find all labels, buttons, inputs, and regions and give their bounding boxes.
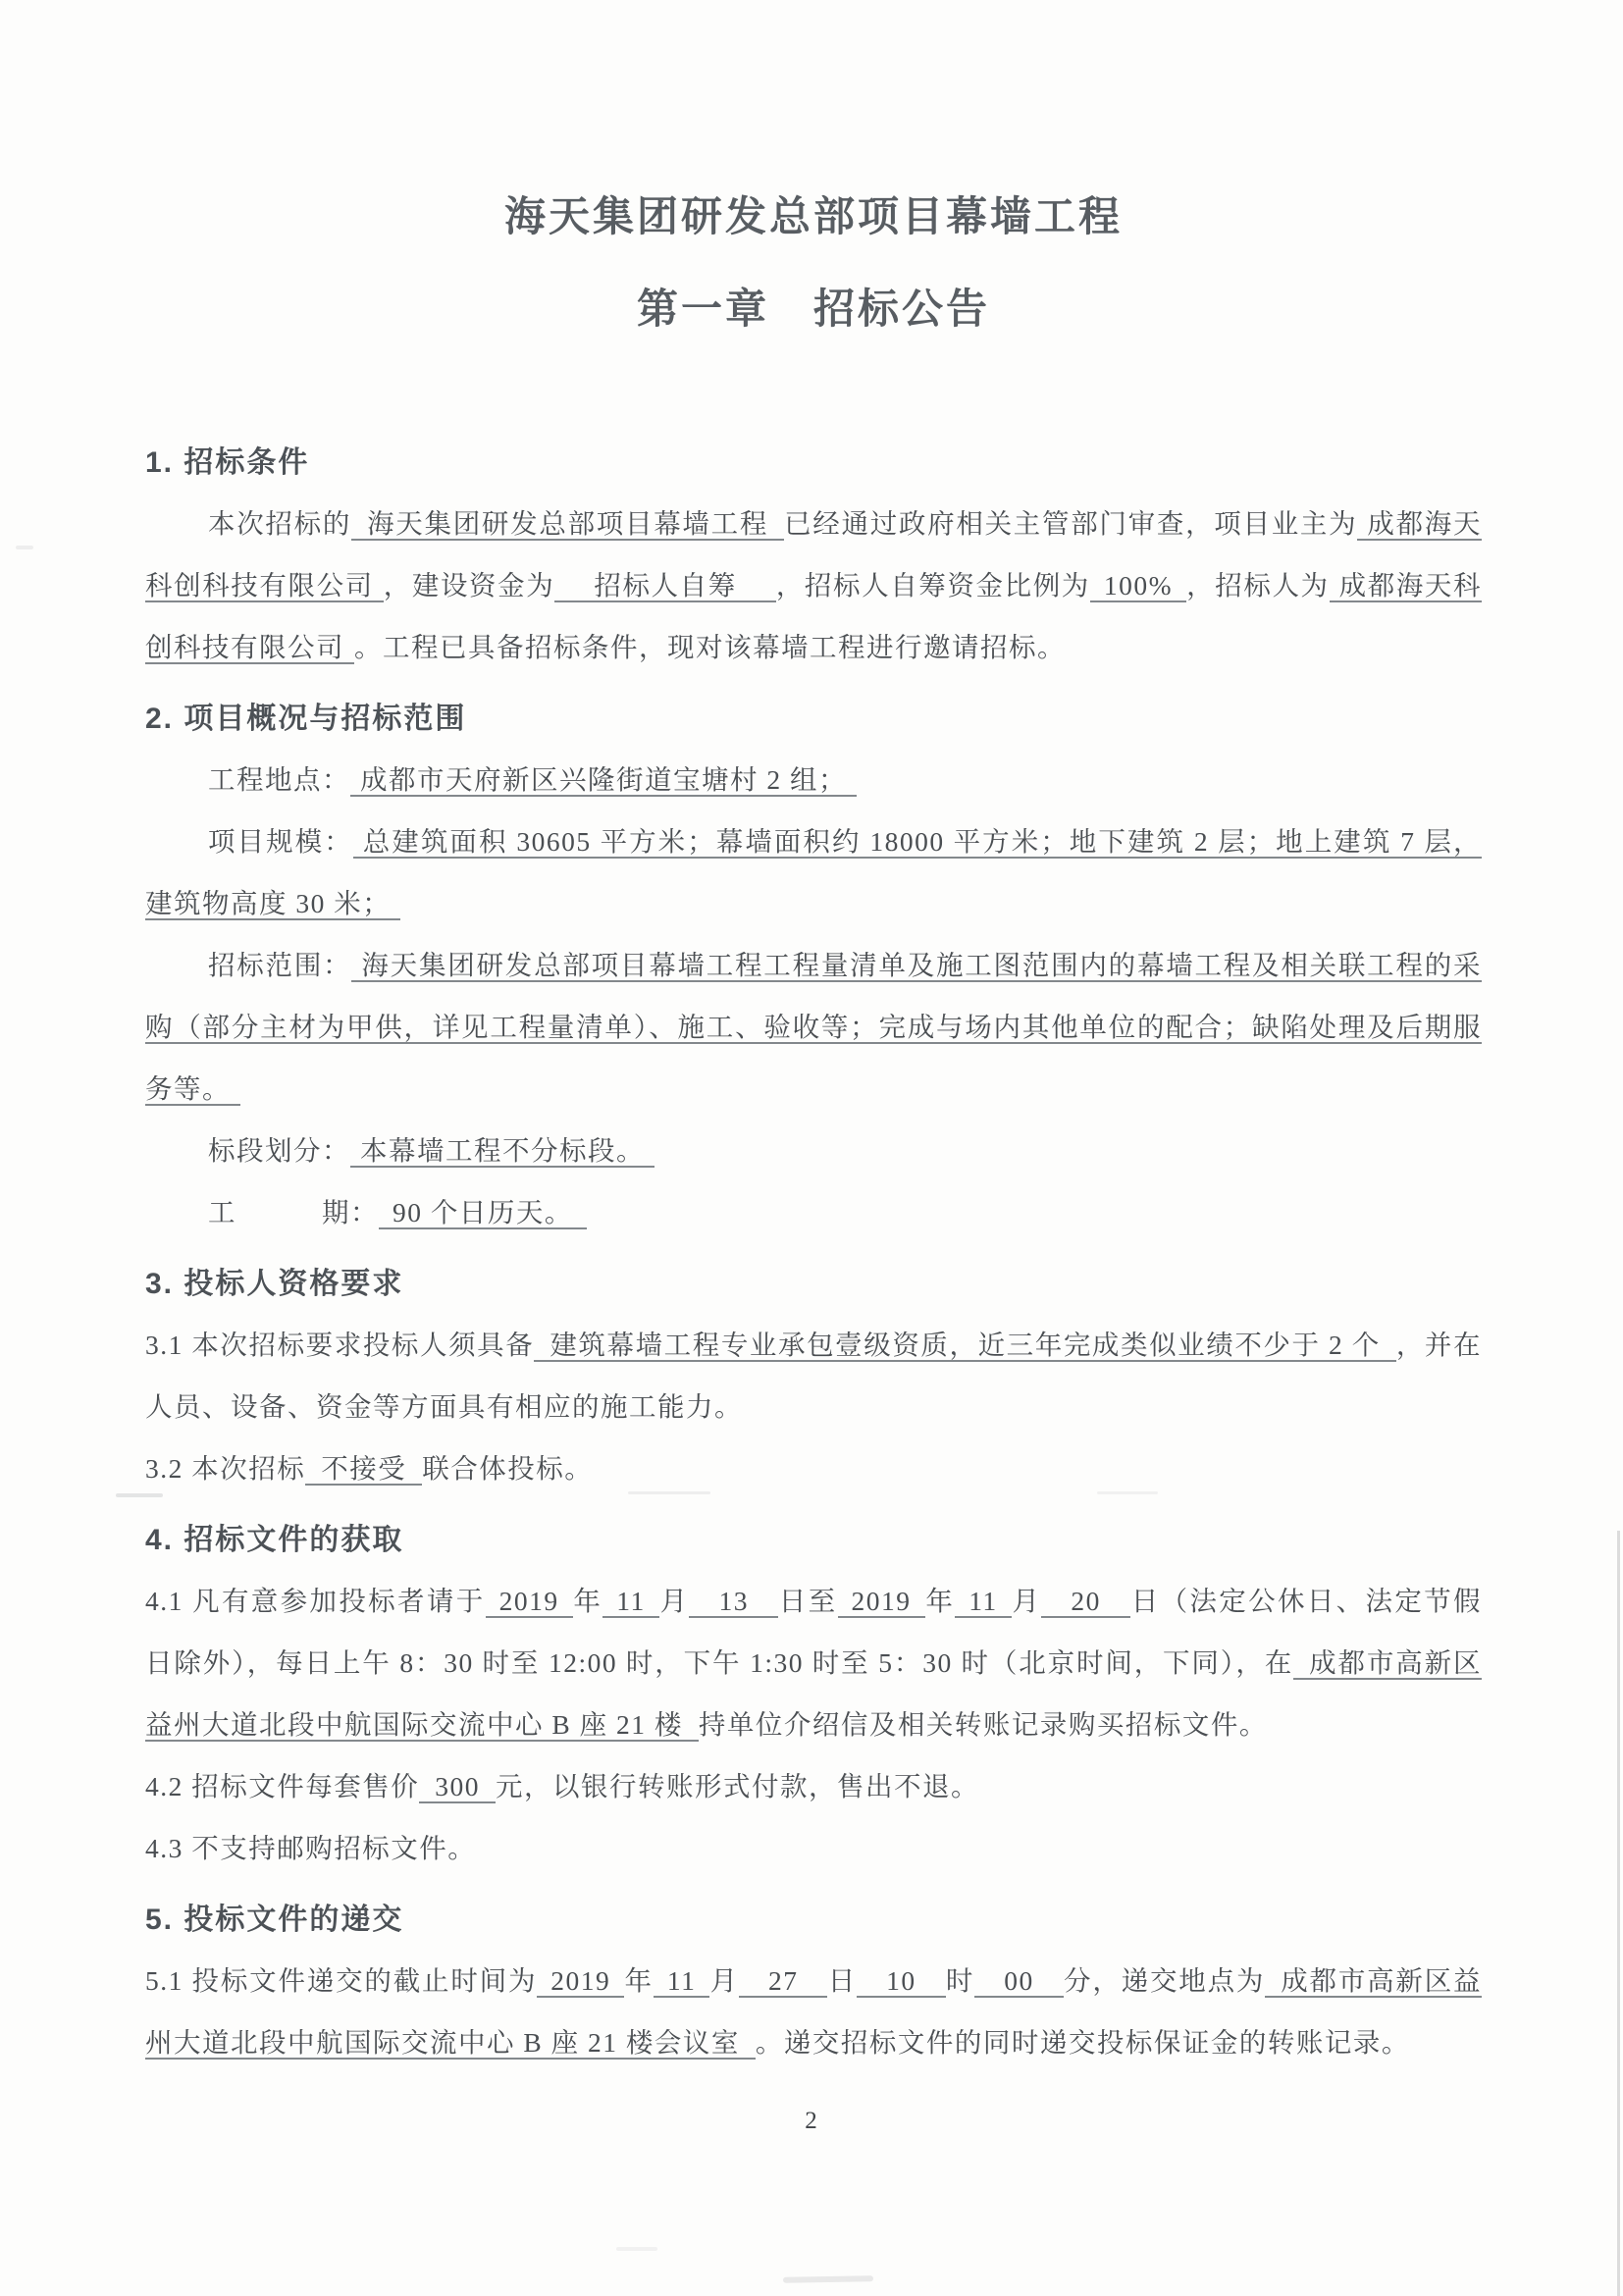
text-run: ，招标人为 bbox=[1186, 570, 1330, 600]
text-run: 月 bbox=[658, 1586, 690, 1616]
blank-deadline-month: 11 bbox=[654, 1965, 709, 1998]
section-1-heading: 1. 招标条件 bbox=[145, 446, 310, 479]
blank-deadline-minute: 00 bbox=[974, 1965, 1064, 1998]
text-run: ，招标人自筹资金比例为 bbox=[775, 570, 1090, 600]
text-run: 4.1 凡有意参加投标者请于 bbox=[145, 1586, 486, 1616]
blank-document-price: 300 bbox=[419, 1771, 496, 1803]
blank-end-year: 2019 bbox=[838, 1586, 925, 1618]
document-content bbox=[145, 0, 1482, 2073]
text-run: 分，递交地点为 bbox=[1063, 1965, 1266, 1996]
text-run: 日（法定公休日、法定节假日除外），每日上午 8：30 时至 12:00 时，下午 1:30 时至 5：30 时（北京时间，下同），在 bbox=[145, 1586, 1483, 1678]
text-run: 4.3 不支持邮购招标文件。 bbox=[145, 1833, 477, 1863]
paragraph-project-location bbox=[145, 749, 1482, 810]
text-run: 持单位介绍信及相关转账记录购买招标文件。 bbox=[698, 1709, 1268, 1740]
text-run: 元，以银行转账形式付款，售出不退。 bbox=[496, 1771, 979, 1801]
blank-end-month: 11 bbox=[955, 1586, 1011, 1618]
blank-funding-ratio: 100% bbox=[1090, 570, 1186, 602]
blank-tenderee-name: 成都海天科创科技有限公司 bbox=[145, 570, 1483, 662]
blank-deadline-hour: 10 bbox=[857, 1965, 946, 1998]
chapter-title: 第一章 招标公告 bbox=[636, 287, 990, 333]
text-run: 联合体投标。 bbox=[422, 1453, 594, 1484]
paragraph-project-scale bbox=[145, 810, 1482, 934]
text-run: 月 bbox=[1011, 1586, 1042, 1616]
section-4-heading: 4. 招标文件的获取 bbox=[145, 1524, 404, 1556]
blank-deadline-year: 2019 bbox=[537, 1965, 624, 1998]
scan-artifact bbox=[616, 2247, 657, 2251]
text-run: 3.2 本次招标 bbox=[145, 1453, 306, 1484]
text-run: ，建设资金为 bbox=[383, 570, 555, 600]
blank-consortium-acceptance: 不接受 bbox=[305, 1453, 422, 1486]
field-label: 工程地点： bbox=[208, 764, 350, 795]
blank-bid-sections: 本幕墙工程不分标段。 bbox=[350, 1135, 654, 1168]
text-run: 时 bbox=[945, 1965, 975, 1996]
blank-start-month: 11 bbox=[602, 1586, 658, 1618]
blank-owner-name: 成都海天科创科技有限公司 bbox=[145, 508, 1483, 600]
text-run: 4.2 招标文件每套售价 bbox=[145, 1771, 420, 1801]
text-run: 日 bbox=[827, 1965, 858, 1996]
text-run: 本次招标的 bbox=[208, 508, 352, 539]
field-label: 标段划分： bbox=[208, 1135, 350, 1166]
paragraph-construction-period bbox=[145, 1181, 1482, 1243]
document-title: 海天集团研发总部项目幕墙工程 bbox=[503, 195, 1123, 240]
paragraph-3-2-consortium bbox=[145, 1437, 1482, 1499]
blank-tender-scope: 海天集团研发总部项目幕墙工程工程量清单及施工图范围内的幕墙工程及相关联工程的采购（部分主材为甲供，详见工程量清单）、施工、验收等；完成与场内其他单位的配合；缺陷处理及后期服务等。 bbox=[145, 950, 1483, 1104]
blank-project-scale: 总建筑面积 30605 平方米；幕墙面积约 18000 平方米；地下建筑 2 层；地上建筑 7 层，建筑物高度 30 米； bbox=[145, 826, 1483, 918]
scan-artifact bbox=[1617, 1531, 1620, 2296]
blank-start-day: 13 bbox=[689, 1586, 778, 1618]
section-2-heading: 2. 项目概况与招标范围 bbox=[145, 703, 467, 735]
paragraph-4-2-document-price bbox=[145, 1755, 1482, 1817]
text-run: 3.1 本次招标要求投标人须具备 bbox=[145, 1330, 535, 1360]
text-run: 已经通过政府相关主管部门审查，项目业主为 bbox=[784, 508, 1358, 539]
text-run: 。递交招标文件的同时递交投标保证金的转账记录。 bbox=[755, 2027, 1410, 2058]
paragraph-4-3-no-mail-order bbox=[145, 1817, 1482, 1879]
blank-start-year: 2019 bbox=[486, 1586, 573, 1618]
field-label: 招标范围： bbox=[208, 950, 352, 980]
paragraph-4-1-document-acquisition bbox=[145, 1570, 1482, 1755]
text-run: ，并在人员、设备、资金等方面具有相应的施工能力。 bbox=[145, 1330, 1483, 1422]
text-run: 5.1 投标文件递交的截止时间为 bbox=[145, 1965, 538, 1996]
text-run: 年 bbox=[624, 1965, 654, 1996]
text-run: 年 bbox=[572, 1586, 603, 1616]
text-run: 。工程已具备招标条件，现对该幕墙工程进行邀请招标。 bbox=[354, 632, 1066, 662]
blank-funding-source: 招标人自筹 bbox=[554, 570, 775, 602]
text-run: 月 bbox=[709, 1965, 739, 1996]
paragraph-tender-scope bbox=[145, 934, 1482, 1120]
paragraph-tender-conditions bbox=[145, 493, 1482, 678]
field-label: 工 期： bbox=[208, 1197, 379, 1227]
section-5-heading: 5. 投标文件的递交 bbox=[145, 1904, 404, 1936]
scan-artifact bbox=[16, 546, 33, 549]
blank-submission-address: 成都市高新区益州大道北段中航国际交流中心 B 座 21 楼会议室 bbox=[145, 1965, 1483, 2058]
text-run: 年 bbox=[924, 1586, 956, 1616]
paragraph-3-1-qualification bbox=[145, 1314, 1482, 1437]
blank-construction-period: 90 个日历天。 bbox=[379, 1197, 587, 1229]
blank-project-name: 海天集团研发总部项目幕墙工程 bbox=[351, 508, 784, 541]
field-label: 项目规模： bbox=[208, 826, 353, 857]
blank-purchase-address: 成都市高新区益州大道北段中航国际交流中心 B 座 21 楼 bbox=[145, 1647, 1483, 1740]
blank-deadline-day: 27 bbox=[739, 1965, 828, 1998]
text-run: 日至 bbox=[777, 1586, 838, 1616]
scan-artifact bbox=[783, 2275, 873, 2283]
blank-qualification: 建筑幕墙工程专业承包壹级资质，近三年完成类似业绩不少于 2 个 bbox=[534, 1330, 1396, 1362]
section-3-heading: 3. 投标人资格要求 bbox=[145, 1268, 404, 1300]
paragraph-bid-sections bbox=[145, 1120, 1482, 1181]
page-number: 2 bbox=[805, 2108, 818, 2134]
paragraph-5-1-submission bbox=[145, 1950, 1482, 2073]
blank-end-day: 20 bbox=[1041, 1586, 1130, 1618]
blank-project-location: 成都市天府新区兴隆街道宝塘村 2 组； bbox=[350, 764, 857, 797]
